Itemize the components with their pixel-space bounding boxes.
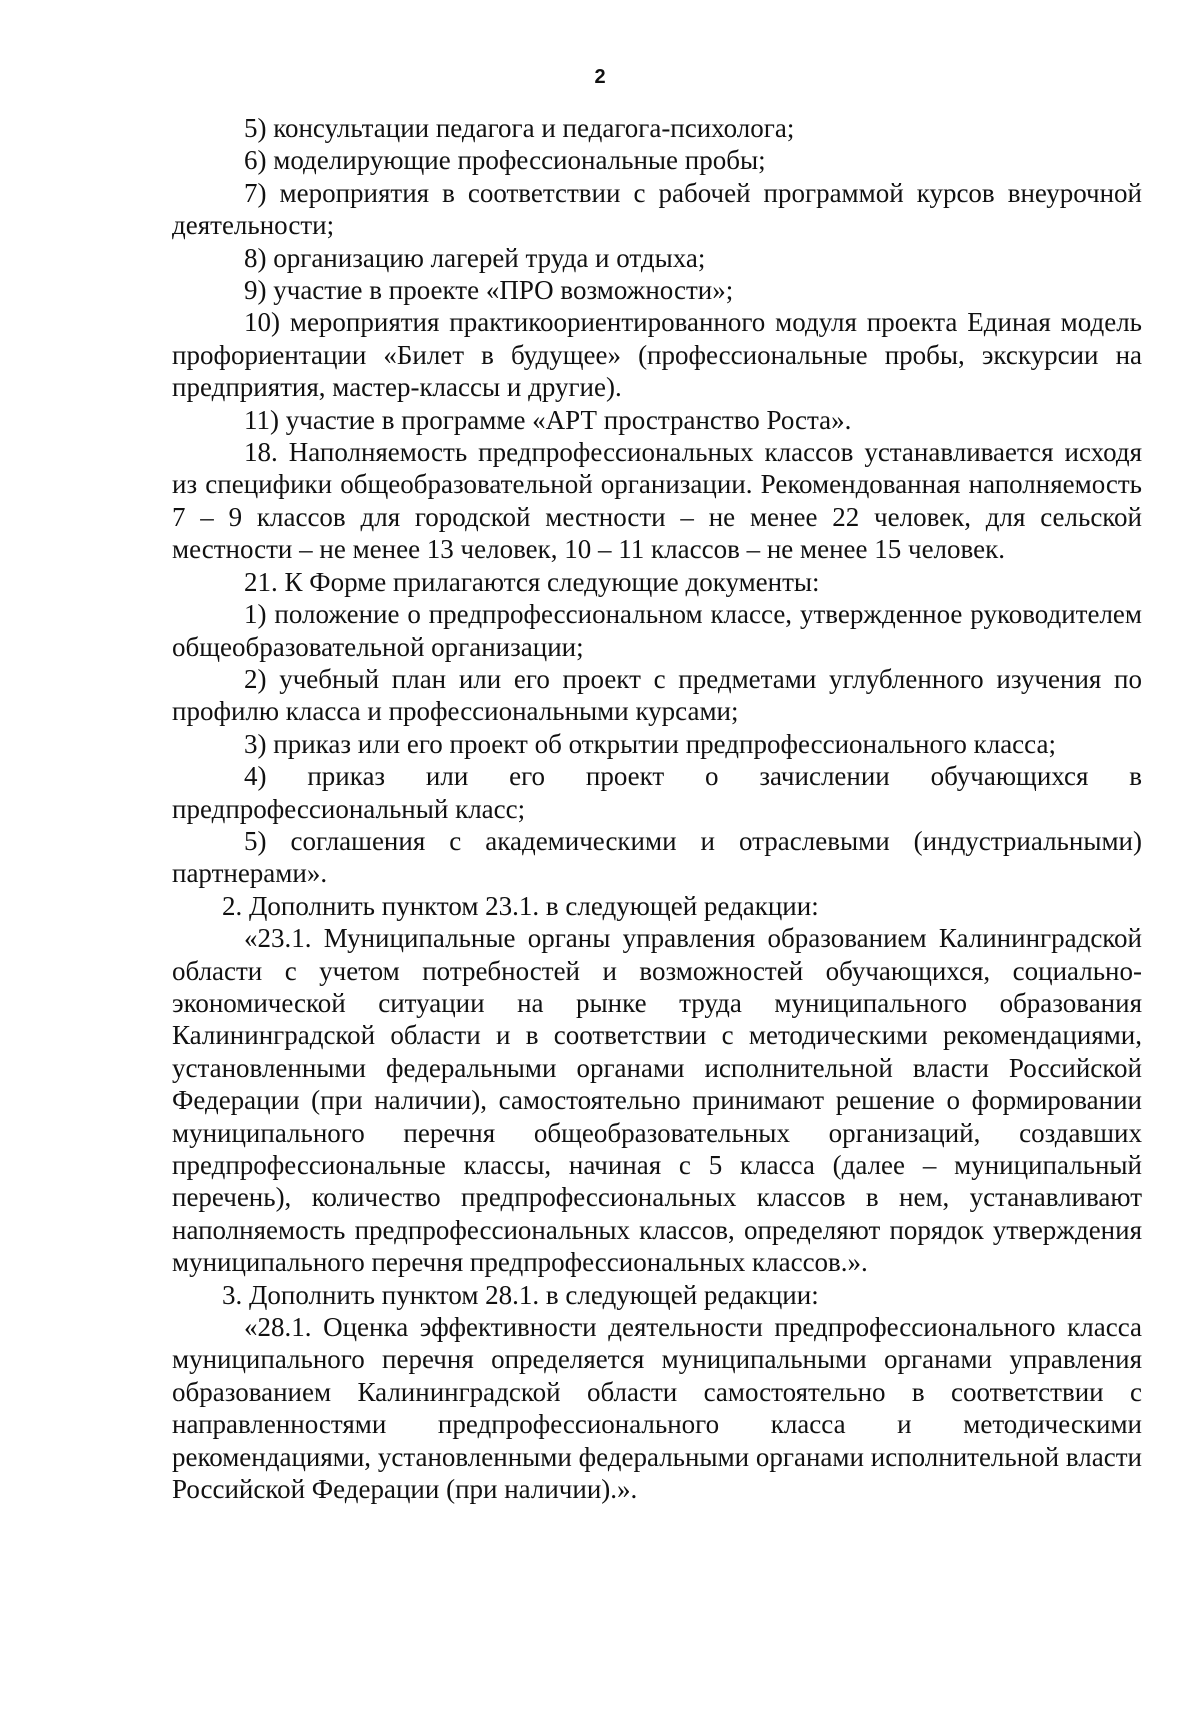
list-item-11-art-space: 11) участие в программе «АРТ пространство Роста». (244, 404, 852, 435)
list-item-10-ticket-to-future: 10) мероприятия практикоориентированного модуля проекта Единая модель профориентации «Билет в будущее» (профессиональные пробы, экскурсии на предприятия, мастер-классы и другие). (172, 307, 1142, 403)
document-item-2-curriculum: 2) учебный план или его проект с предметами углубленного изучения по профилю класса и профессиональными курсами; (172, 663, 1142, 727)
list-item-9-project: 9) участие в проекте «ПРО возможности»; (244, 275, 734, 306)
amendment-3-heading: 3. Дополнить пунктом 28.1. в следующей редакции: (222, 1279, 819, 1310)
list-item-6-professional-trials: 6) моделирующие профессиональные пробы; (244, 145, 766, 176)
document-body (172, 112, 1142, 1505)
clause-23-1-text: «23.1. Муниципальные органы управления образованием Калининградской области с учетом потребностей и возможностей обучающихся, социально-экономической ситуации на рынке труда муниципального образования Калининградской области и в соответствии с методическими рекомендациями, установленными федеральными органами исполнительной власти Российской Федерации (при наличии), самостоятельно принимают решение о формировании муниципального перечня общеобразовательных организаций, создавших предпрофессиональные классы, начиная с 5 класса (далее – муниципальный перечень), количество предпрофессиональных классов в нем, устанавливают наполняемость предпрофессиональных классов, определяют порядок утверждения муниципального перечня предпрофессиональных классов.». (172, 923, 1142, 1278)
document-item-1-regulation: 1) положение о предпрофессиональном классе, утвержденное руководителем общеобразовательной организации; (172, 599, 1142, 662)
list-item-8-camps: 8) организацию лагерей труда и отдыха; (244, 242, 706, 273)
document-item-4-enrollment-order: 4) приказ или его проект о зачислении обучающихся в предпрофессиональный класс; (172, 761, 1142, 824)
amendment-2-heading: 2. Дополнить пунктом 23.1. в следующей редакции: (222, 890, 819, 921)
document-item-5-agreements: 5) соглашения с академическими и отраслевыми (индустриальными) партнерами». (172, 825, 1142, 889)
list-item-5-consultations: 5) консультации педагога и педагога-психолога; (244, 113, 795, 143)
list-item-7-events: 7) мероприятия в соответствии с рабочей программой курсов внеурочной деятельности; (172, 177, 1142, 241)
clause-28-1-text: «28.1. Оценка эффективности деятельности предпрофессионального класса муниципального перечня определяется муниципальными органами управления образованием Калининградской области самостоятельно в соответствии с направленностями предпрофессионального класса и методическими рекомендациями, установленными федеральными органами исполнительной власти Российской Федерации (при наличии).». (172, 1312, 1142, 1505)
document-item-3-opening-order: 3) приказ или его проект об открытии предпрофессионального класса; (244, 728, 1056, 759)
clause-18-class-size: 18. Наполняемость предпрофессиональных классов устанавливается исходя из специфики общеобразовательной организации. Рекомендованная наполняемость 7 – 9 классов для городской местности – не менее 22 человек, для сельской местности – не менее 13 человек, 10 – 11 классов – не менее 15 человек. (172, 437, 1142, 565)
page-number: 2 (594, 66, 606, 88)
clause-21-documents: 21. К Форме прилагаются следующие документы: (244, 566, 820, 597)
